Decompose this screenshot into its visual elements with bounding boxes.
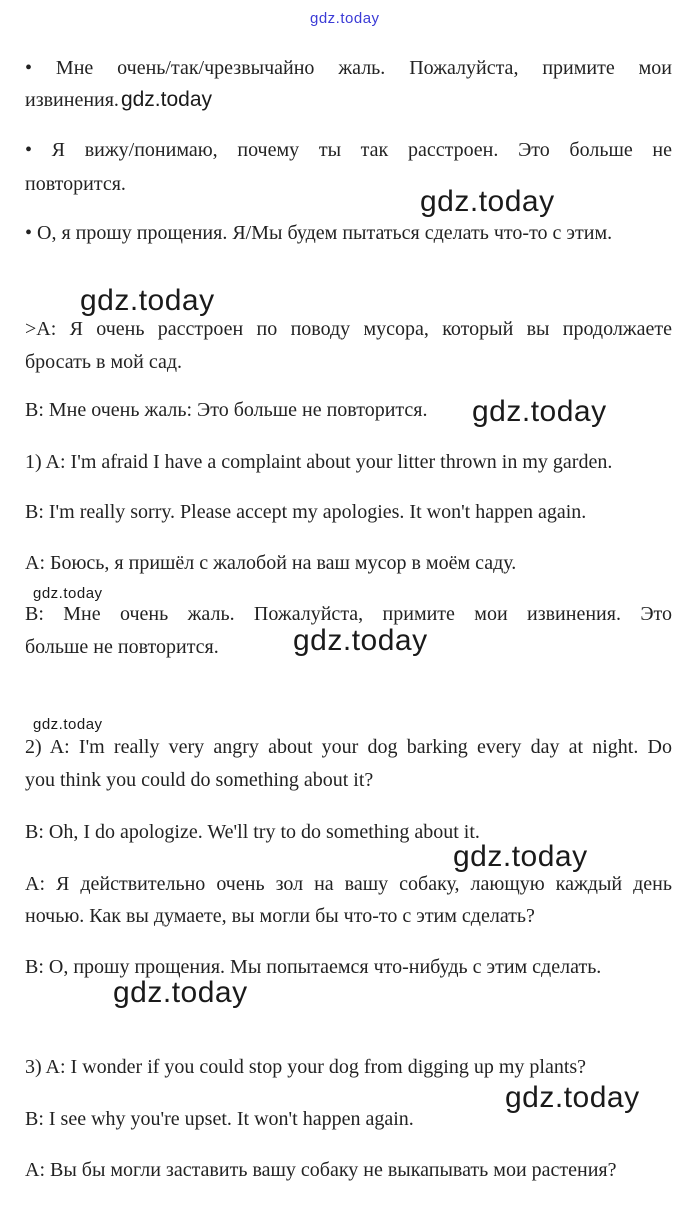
text-line: • Мне очень/так/чрезвычайно жаль. Пожалуйста, примите мои: [25, 57, 672, 79]
text-line: 1) A: I'm afraid I have a complaint about your litter thrown in my garden.: [25, 451, 613, 473]
text-line: бросать в мой сад.: [25, 351, 182, 373]
text-line: B: Мне очень жаль. Пожалуйста, примите мои извинения. Это: [25, 603, 672, 625]
text-line: B: О, прошу прощения. Мы попытаемся что-нибудь с этим сделать.: [25, 956, 602, 978]
watermark: gdz.today: [453, 840, 588, 873]
watermark: gdz.today: [310, 10, 380, 27]
watermark: gdz.today: [505, 1081, 640, 1114]
watermark: gdz.today: [80, 284, 215, 317]
text-line: • О, я прошу прощения. Я/Мы будем пытаться сделать что-то с этим.: [25, 222, 613, 244]
watermark: gdz.today: [33, 585, 103, 602]
text-line: повторится.: [25, 173, 126, 195]
text-line: >A: Я очень расстроен по поводу мусора, который вы продолжаете: [25, 318, 672, 340]
text-line: • Я вижу/понимаю, почему ты так расстроен. Это больше не: [25, 139, 672, 161]
text-line-text: извинения.: [25, 89, 119, 111]
text-line: B: Oh, I do apologize. We'll try to do something about it.: [25, 821, 480, 843]
text-line: ночью. Как вы думаете, вы могли бы что-то с этим сделать?: [25, 905, 535, 927]
text-line: A: Я действительно очень зол на вашу собаку, лающую каждый день: [25, 873, 672, 895]
text-line: 3) A: I wonder if you could stop your dog from digging up my plants?: [25, 1056, 587, 1078]
watermark: gdz.today: [293, 624, 428, 657]
text-line: A: Боюсь, я пришёл с жалобой на ваш мусор в моём саду.: [25, 552, 517, 574]
text-line: больше не повторится.: [25, 636, 219, 658]
text-line: B: Мне очень жаль: Это больше не повторится.: [25, 399, 428, 421]
watermark: gdz.today: [113, 976, 248, 1009]
text-line: you think you could do something about it?: [25, 769, 374, 791]
text-line: [25, 88, 212, 112]
watermark: gdz.today: [472, 395, 607, 428]
watermark: gdz.today: [33, 716, 103, 733]
text-line: B: I'm really sorry. Please accept my apologies. It won't happen again.: [25, 501, 587, 523]
watermark: gdz.today: [420, 185, 555, 218]
watermark: gdz.today: [120, 88, 213, 111]
text-line: A: Вы бы могли заставить вашу собаку не выкапывать мои растения?: [25, 1159, 617, 1181]
text-line: 2) A: I'm really very angry about your dog barking every day at night. Do: [25, 736, 672, 758]
text-line: B: I see why you're upset. It won't happen again.: [25, 1108, 414, 1130]
